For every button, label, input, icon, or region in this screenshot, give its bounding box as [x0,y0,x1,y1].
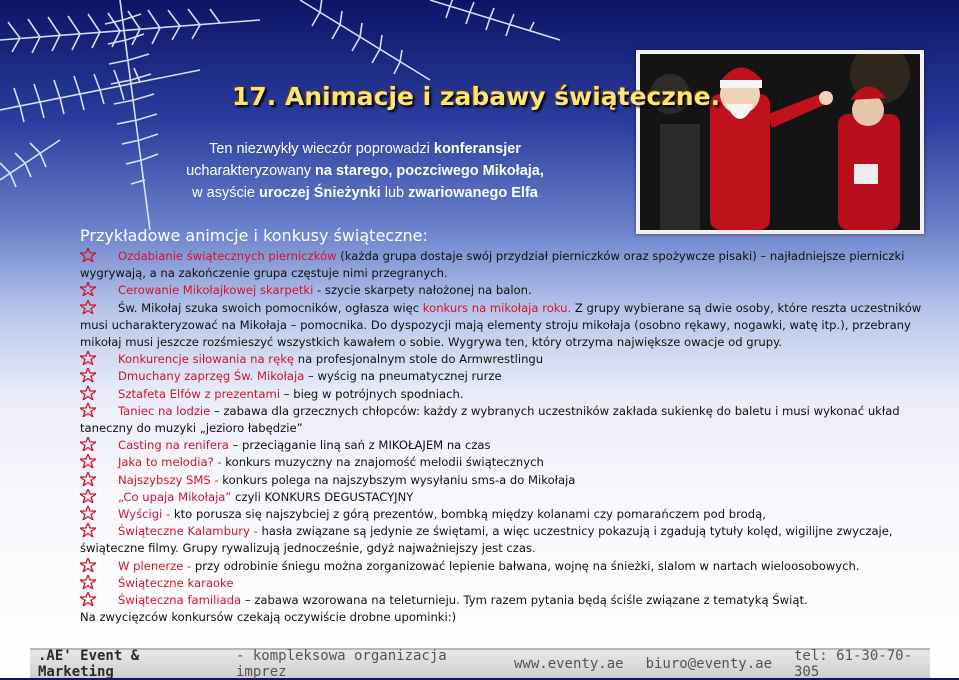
intro-line3-d: zwariowanego Elfa [408,185,538,201]
list-item-text: Św. Mikołaj szuka swoich pomocników, ogłasza więc [118,300,423,315]
star-bullet-icon [80,282,96,296]
list-item [80,523,930,557]
list-item-text: - szycie skarpety nałożonej na balon. [313,283,532,298]
list-item [80,454,930,471]
footer-tagline: - kompleksowa organizacja imprez [236,648,447,680]
list-item-title: Jaka to melodia? - [118,455,222,470]
list-item [80,282,930,299]
list-item-text: kto porusza się najszybciej z górą prezentów, bombką między kolanami czy pomarańczem pod brodą, [170,507,766,522]
list-item-title: Świąteczne Kalambury - [118,524,258,539]
intro-line1-a: Ten niezwykły wieczór poprowadzi [209,141,434,157]
star-bullet-icon [80,403,96,417]
intro-line2-a: ucharakteryzowany [186,163,316,179]
fir-branches-decoration [0,0,600,260]
list-item-title: Ozdabianie świątecznych pierniczków [118,249,337,263]
star-bullet-icon [80,351,96,365]
list-item-text: czyli KONKURS DEGUSTACYJNY [231,489,414,504]
section-subtitle: Przykładowe animcje i konkusy świąteczne: [80,226,428,245]
footer-banner [30,648,930,678]
list-item-text: – zabawa wzorowana na teleturnieju. Tym razem pytania będą ściśle związane z tematyką Świąt. [241,593,808,608]
list-item-text: na profesjonalnym stole do Armwrestlingu [294,352,544,367]
intro-line3-b: uroczej Śnieżynki [259,185,381,201]
star-bullet-icon [80,454,96,468]
star-bullet-icon [80,523,96,537]
intro-line3-c: lub [380,185,409,201]
list-item-title: W plenerze - [118,558,192,573]
star-bullet-icon [80,575,96,589]
list-item-text: – zabawa dla grzecznych chłopców: każdy z wybranych uczestników zakłada sukienkę do baletu i musi wykonać układ taneczny do muzyki „jezioro łabędzie” [80,403,900,436]
list-item [80,558,930,575]
list-item-text: Z grupy wybierane są dwie osoby, które reszta uczestników musi ucharakteryzować na Mikołaja – pomocnika. Do dyspozycji mają elementy stroju mikołaja (osobno rękawy, nogawki, watę itp.), przebrany mikołaj musi jeszcze rozśmieszyć wszystkich kawałem o sobie. Wygrywa ten, który otrzyma największe owacje od grupy. [80,300,922,350]
list-item-title: Sztafeta Elfów z prezentami [118,386,281,401]
list-item-text: – przeciąganie liną sań z MIKOŁAJEM na czas [228,438,491,453]
list-item-title: Konkurencje siłowania na rękę [118,352,295,367]
footer-email: biuro@eventy.ae [645,656,772,672]
star-bullet-icon [80,489,96,503]
list-item [80,472,930,489]
star-bullet-icon [80,506,96,520]
list-item-highlight: konkurs na mikołaja roku. [422,300,572,315]
footer-phone: tel: 61-30-70-305 [794,648,913,680]
list-item [80,300,930,352]
list-item-text: – wyścig na pneumatycznej rurze [304,369,502,384]
star-bullet-icon [80,248,96,262]
list-item-title: Casting na renifera [118,438,229,453]
santa-photo [636,50,924,234]
footer-brand: .AE' Event & Marketing [38,648,140,680]
list-item-title: Dmuchany zaprzęg Św. Mikołaja [118,369,305,384]
list-item-title: Najszybszy SMS - [118,472,219,487]
list-item [80,368,930,385]
list-item [80,248,930,282]
list-item-text: hasła związane są jedynie ze świętami, a więc uczestnicy pokazują i zgadują tytuły kolęd, wigilijne zwyczaje, świąteczne filmy. Grupy rywalizują jednocześnie, gdyż najważniejszy jest czas. [80,524,893,556]
list-item-text: – bieg w potrójnych spodniach. [280,386,464,401]
intro-line1-b: konferansjer [433,141,521,157]
star-bullet-icon [80,472,96,486]
footer-website: www.eventy.ae [513,656,624,672]
list-item [80,592,930,609]
list-item [80,575,930,592]
star-bullet-icon [80,437,96,451]
list-item-text: (każda grupa dostaje swój przydział pierniczków oraz spożywcze pisaki) – najładniejsze pierniczki wygrywają, a na zakończenie grupa częstuje nimi przegranych. [80,249,905,281]
star-bullet-icon [80,386,96,400]
list-item-text: konkurs muzyczny na znajomość melodii świątecznych [221,455,544,470]
intro-line3-a: w asyście [192,185,260,201]
star-bullet-icon [80,592,96,606]
intro-line2-b: na starego, poczciwego Mikołaja, [315,163,544,179]
list-item-title: Taniec na lodzie [118,403,211,418]
list-item-title: Wyścigi - [118,507,171,522]
list-item-title: Cerowanie Mikołajkowej skarpetki [118,283,314,298]
list-item [80,506,930,523]
list-item [80,489,930,506]
activities-list [80,248,930,626]
intro-text [150,138,580,204]
list-item-text: przy odrobinie śniegu można zorganizować lepienie bałwana, wojnę na śnieżki, slalom w nartach wieloosobowych. [191,558,860,573]
star-bullet-icon [80,300,96,314]
closing-note: Na zwycięzców konkursów czekają oczywiście drobne upominki:) [80,610,457,625]
santa-photo-illustration [640,54,920,230]
star-bullet-icon [80,368,96,382]
list-item [80,386,930,403]
list-item-title: „Co upaja Mikołaja” [118,489,232,504]
page-title: 17. Animacje i zabawy świąteczne. [232,82,721,111]
list-item [80,351,930,368]
list-item [80,403,930,437]
star-bullet-icon [80,558,96,572]
list-item-title: Świąteczne karaoke [118,575,234,590]
list-item-title: Świąteczna familiada [118,593,242,608]
list-item [80,437,930,454]
list-item-text: konkurs polega na najszybszym wysyłaniu sms-a do Mikołaja [218,472,576,487]
